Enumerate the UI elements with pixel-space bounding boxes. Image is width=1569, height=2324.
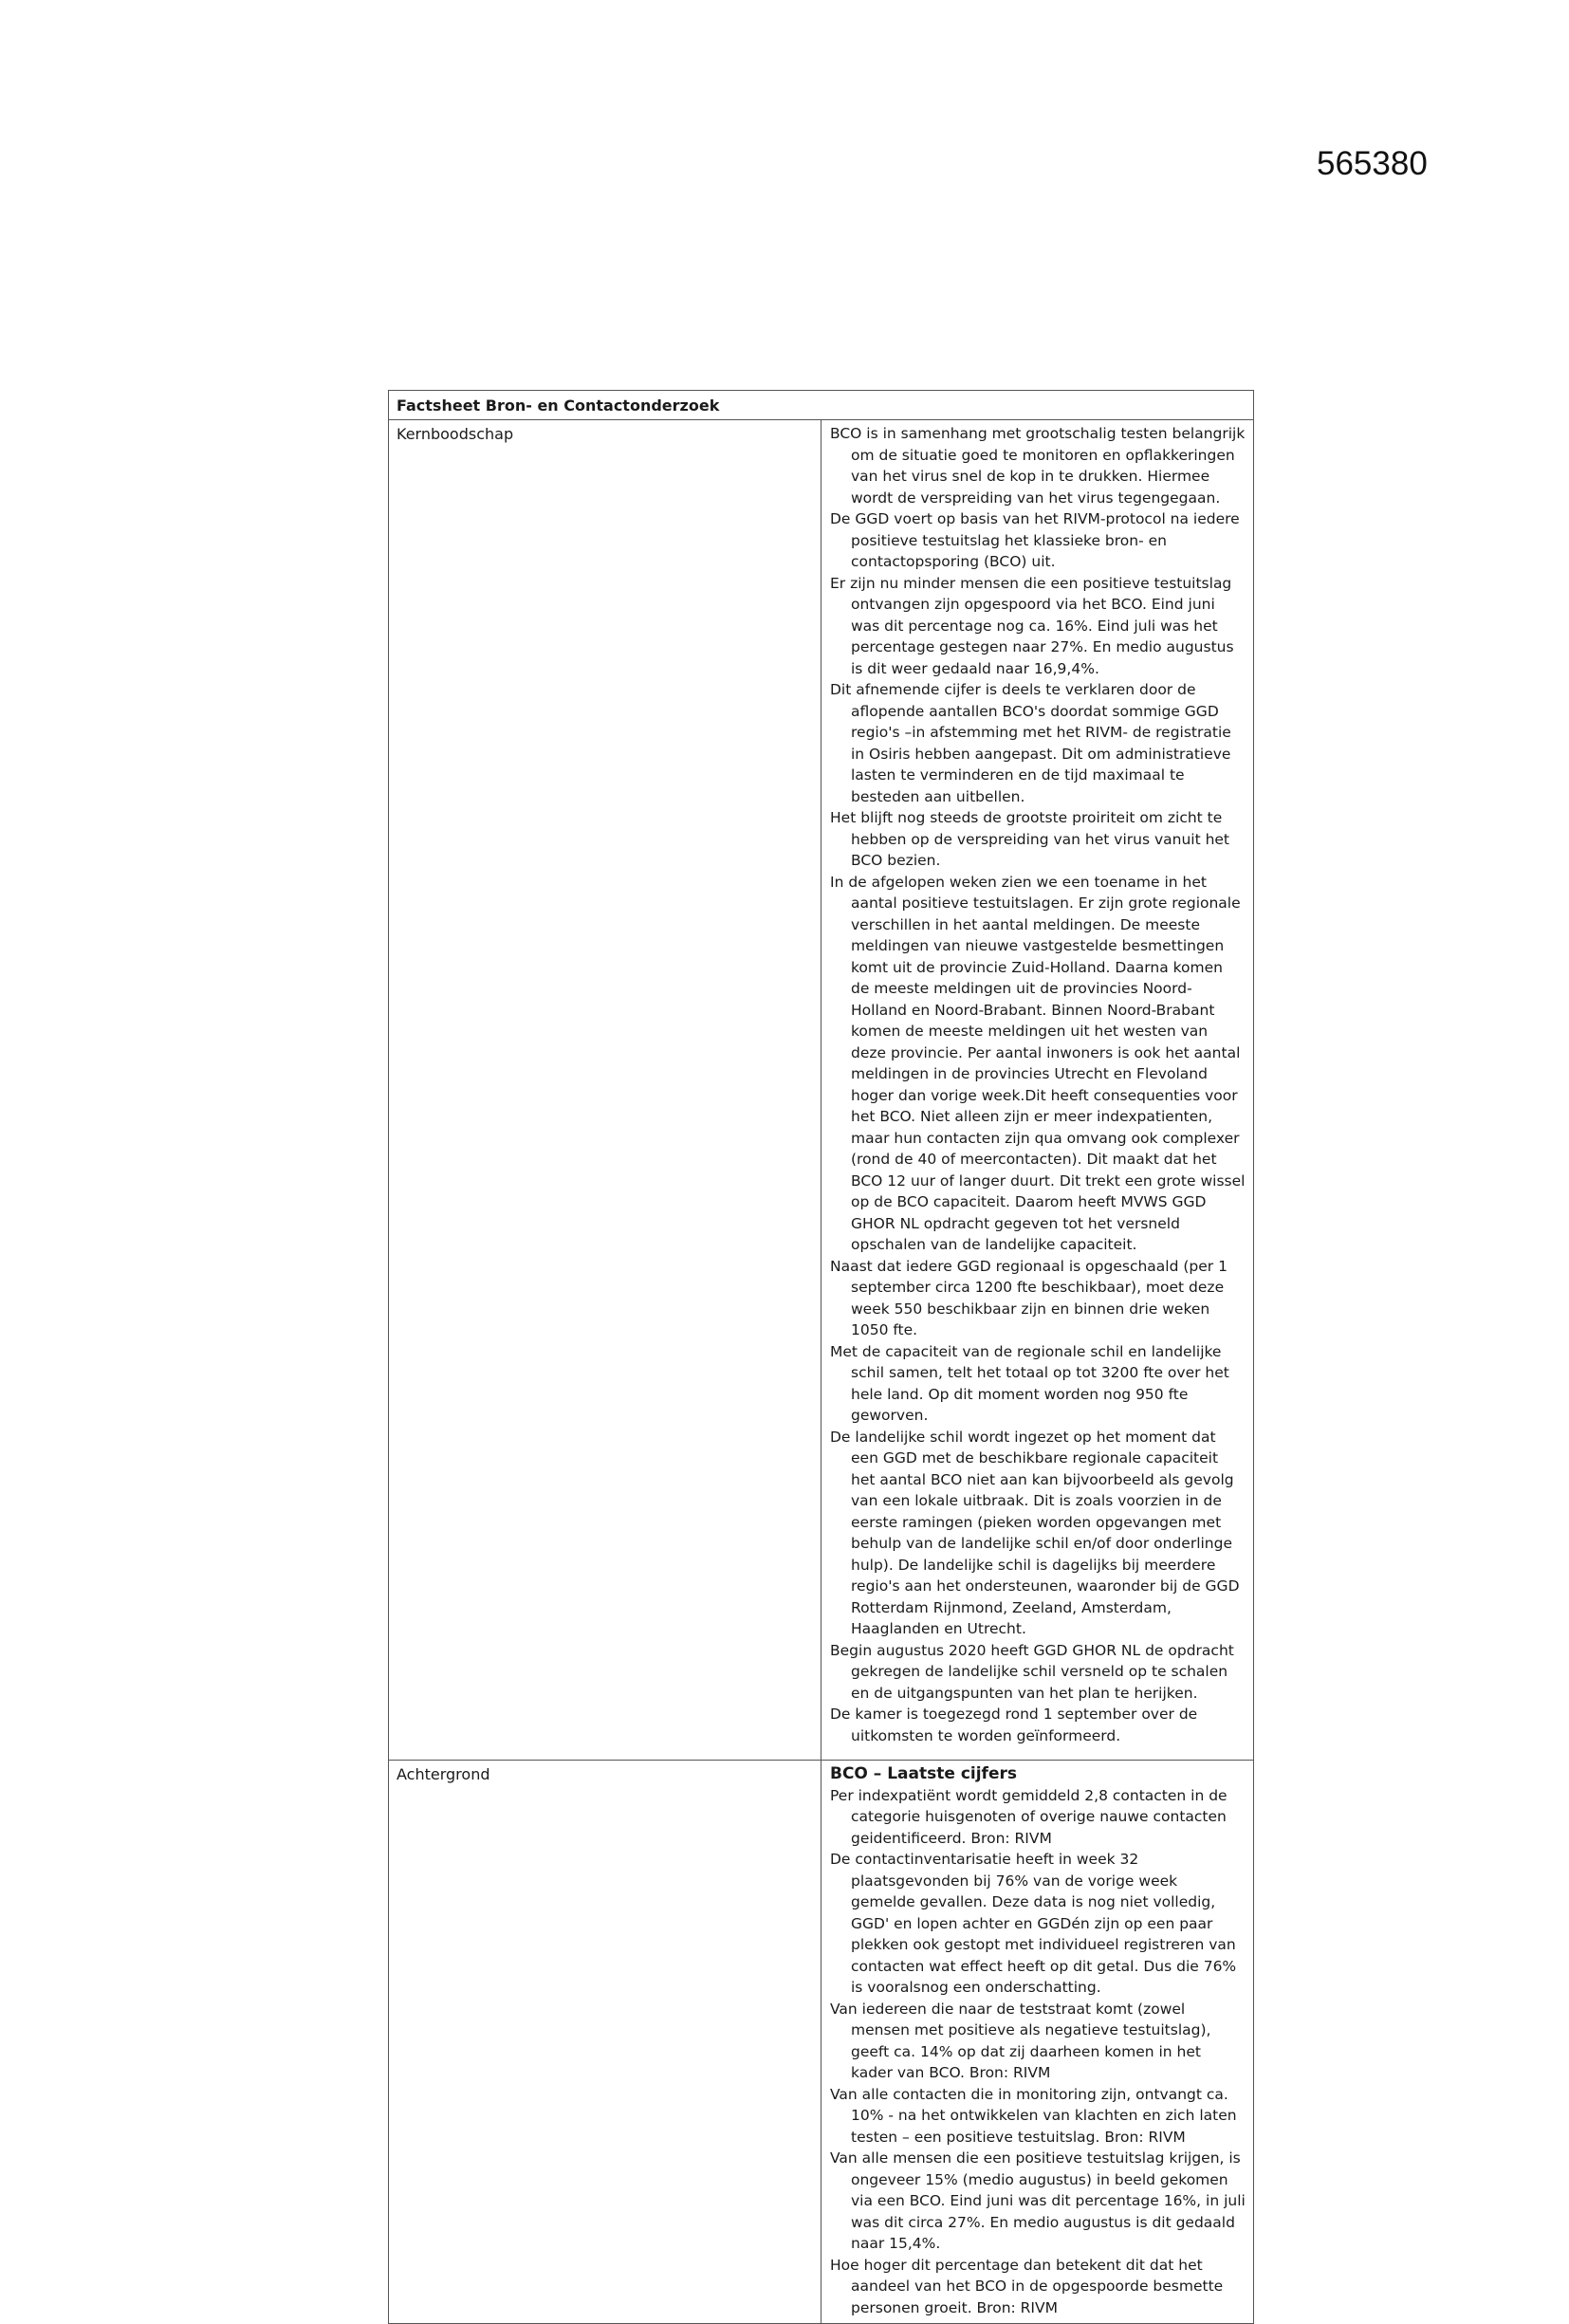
factsheet-title: Factsheet Bron- en Contactonderzoek [389,391,1254,420]
table-row-kernboodschap [389,420,1254,1761]
paragraph: De landelijke schil wordt ingezet op het moment dat een GGD met de beschikbare regionale capaciteit het aantal BCO niet aan kan bijvoorbeeld als gevolg van een lokale uitbraak. Dit is zoals voorzien in de eerste ramingen (pieken worden opgevangen met behulp van de landelijke schil en/of door onderlinge hulp). De landelijke schil is dagelijks bij meerdere regio's aan het ondersteunen, waaronder bij de GGD Rotterdam Rijnmond, Zeeland, Amsterdam, Haaglanden en Utrecht. [830,1428,1240,1637]
paragraph: Het blijft nog steeds de grootste proiriteit om zicht te hebben op de verspreiding van het virus vanuit het BCO bezien. [830,809,1230,869]
row-content-kernboodschap [821,420,1254,1761]
title-row [389,391,1254,420]
table-row-achtergrond [389,1761,1254,2324]
paragraph: De contactinventarisatie heeft in week 32 plaatsgevonden bij 76% van de vorige week gemelde gevallen. Deze data is nog niet volledig, GGD' en lopen achter en GGDén zijn op een paar plekken ook gestopt met individueel registreren van contacten wat effect heeft op dit getal. Dus die 76% is vooralsnog een onderschatting. [830,1851,1237,1996]
paragraph: Van alle mensen die een positieve testuitslag krijgen, is ongeveer 15% (medio augustus) in beeld gekomen via een BCO. Eind juni was dit percentage 16%, in juli was dit circa 27%. En medio augustus is dit gedaald naar 15,4%. [830,2149,1246,2252]
paragraph: Dit afnemende cijfer is deels te verklaren door de aflopende aantallen BCO's doordat sommige GGD regio's –in afstemming met het RIVM- de registratie in Osiris hebben aangepast. Dit om administratieve lasten te verminderen en de tijd maximaal te besteden aan uitbellen. [830,681,1231,805]
paragraph: De GGD voert op basis van het RIVM-protocol na iedere positieve testuitslag het klassieke bron- en contactopsporing (BCO) uit. [830,510,1240,570]
section-heading: BCO – Laatste cijfers [830,1764,1017,1783]
paragraph: Begin augustus 2020 heeft GGD GHOR NL de opdracht gekregen de landelijke schil versneld op te schalen en de uitgangspunten van het plan te herijken. [830,1641,1234,1702]
paragraph: BCO is in samenhang met grootschalig testen belangrijk om de situatie goed te monitoren en opflakkeringen van het virus snel de kop in te drukken. Hiermee wordt de verspreiding van het virus tegengegaan. [830,425,1246,507]
row-content-achtergrond [821,1761,1254,2324]
paragraph: In de afgelopen weken zien we een toename in het aantal positieve testuitslagen. Er zijn grote regionale verschillen in het aantal meldingen. De meeste meldingen van nieuwe vastgestelde besmettingen komt uit de provincie Zuid-Holland. Daarna komen de meeste meldingen uit de provincies Noord-Holland en Noord-Brabant. Binnen Noord-Brabant komen de meeste meldingen uit het westen van deze provincie. Per aantal inwoners is ook het aantal meldingen in de provincies Utrecht en Flevoland hoger dan vorige week.Dit heeft consequenties voor het BCO. Niet alleen zijn er meer indexpatienten, maar hun contacten zijn qua omvang ook complexer (rond de 40 of meercontacten). Dit maakt dat het BCO 12 uur of langer duurt. Dit trekt een grote wissel op de BCO capaciteit. Daarom heeft MVWS GGD GHOR NL opdracht gegeven tot het versneld opschalen van de landelijke capaciteit. [830,873,1246,1253]
row-label-kernboodschap: Kernboodschap [389,420,821,1761]
row-label-achtergrond: Achtergrond [389,1761,821,2324]
paragraph: Van alle contacten die in monitoring zijn, ontvangt ca. 10% - na het ontwikkelen van klachten en zich laten testen – een positieve testuitslag. Bron: RIVM [830,2085,1237,2146]
paragraph: De kamer is toegezegd rond 1 september over de uitkomsten te worden geïnformeerd. [830,1706,1198,1744]
paragraph: Van iedereen die naar de teststraat komt (zowel mensen met positieve als negatieve testuitslag), geeft ca. 14% op dat zij daarheen komen in het kader van BCO. Bron: RIVM [830,2000,1211,2081]
paragraph: Er zijn nu minder mensen die een positieve testuitslag ontvangen zijn opgespoord via het BCO. Eind juni was dit percentage nog ca. 16%. Eind juli was het percentage gestegen naar 27%. En medio augustus is dit weer gedaald naar 16,9,4%. [830,574,1234,677]
factsheet-table [388,390,1254,2324]
paragraph: Hoe hoger dit percentage dan betekent dit dat het aandeel van het BCO in de opgespoorde besmette personen groeit. Bron: RIVM [830,2256,1224,2316]
document-number: 565380 [1317,145,1428,182]
paragraph: Naast dat iedere GGD regionaal is opgeschaald (per 1 september circa 1200 fte beschikbaar), moet deze week 550 beschikbaar zijn en binnen drie weken 1050 fte. [830,1257,1228,1338]
paragraph: Met de capaciteit van de regionale schil en landelijke schil samen, telt het totaal op tot 3200 fte over het hele land. Op dit moment worden nog 950 fte geworven. [830,1342,1229,1424]
paragraph: Per indexpatiënt wordt gemiddeld 2,8 contacten in de categorie huisgenoten of overige nauwe contacten geidentificeerd. Bron: RIVM [830,1786,1228,1847]
